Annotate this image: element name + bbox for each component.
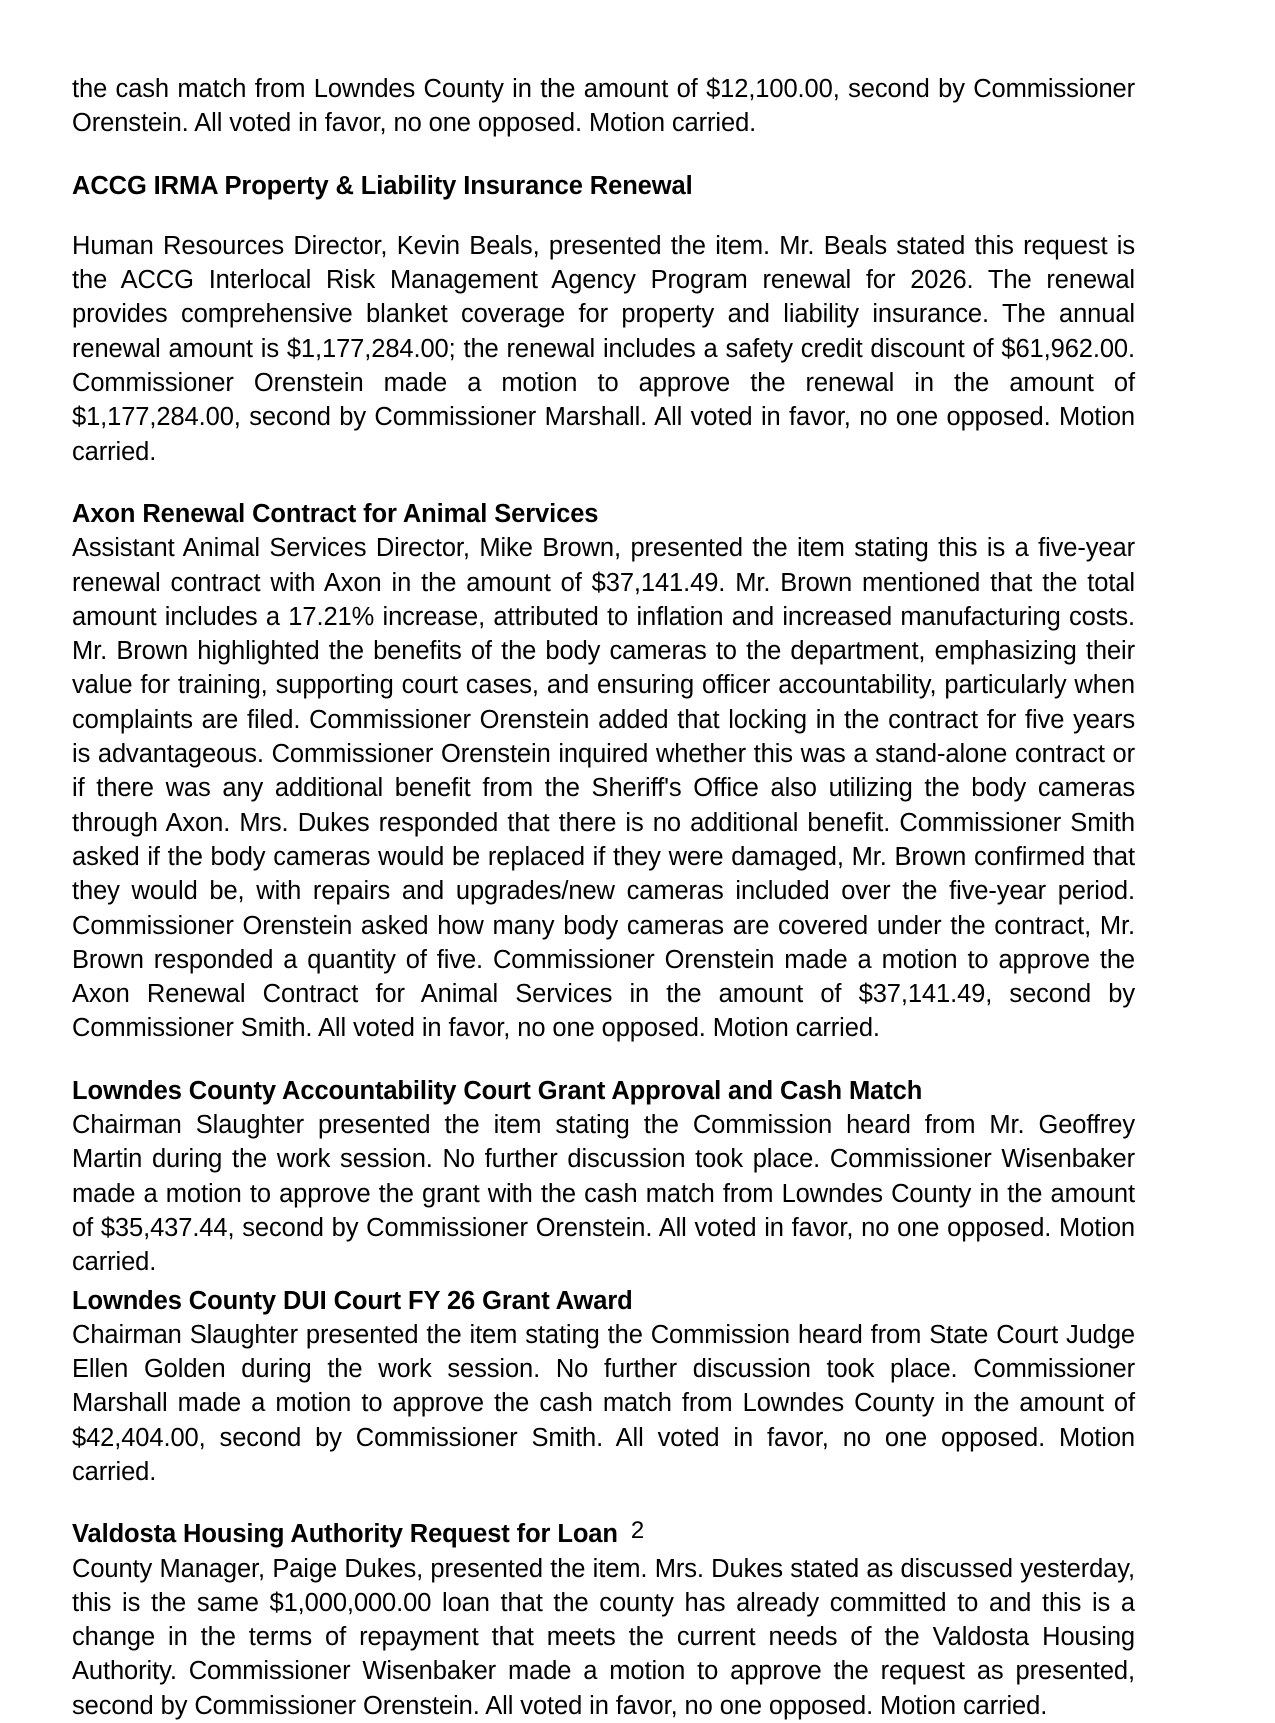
continued-paragraph-cash-match: the cash match from Lowndes County in the amount of $12,100.00, second by Commissioner Orenstein. All voted in favor, no one opposed. Motion carried.: [72, 75, 1135, 138]
page-number: 2: [630, 1517, 645, 1544]
paragraph-spacer: [72, 1489, 1135, 1517]
heading-accountability-court-grant: Lowndes County Accountability Court Grant Approval and Cash Match: [72, 1076, 923, 1105]
heading-accg-irma: ACCG IRMA Property & Liability Insurance Renewal: [72, 171, 693, 200]
paragraph-spacer: [72, 469, 1135, 497]
paragraph-spacer: [72, 141, 1135, 169]
document-body: [72, 72, 1135, 1723]
paragraph-accg-irma: Human Resources Director, Kevin Beals, presented the item. Mr. Beals stated this request is the ACCG Interlocal Risk Management Agency Program renewal for 2026. The renewal provides comprehensive blanket coverage for property and liability insurance. The annual renewal amount is $1,177,284.00; the renewal includes a safety credit discount of $61,962.00. Commissioner Orenstein made a motion to approve the renewal in the amount of $1,177,284.00, second by Commissioner Marshall. All voted in favor, no one opposed. Motion carried.: [72, 231, 1135, 466]
paragraph-axon-renewal: Assistant Animal Services Director, Mike Brown, presented the item stating this is a five-year renewal contract with Axon in the amount of $37,141.49. Mr. Brown mentioned that the total amount includes a 17.21% increase, attributed to inflation and increased manufacturing costs. Mr. Brown highlighted the benefits of the body cameras to the department, emphasizing their value for training, supporting court cases, and ensuring officer accountability, particularly when complaints are filed. Commissioner Orenstein added that locking in the contract for five years is advantageous. Commissioner Orenstein inquired whether this was a stand-alone contract or if there was any additional benefit from the Sheriff's Office also utilizing the body cameras through Axon. Mrs. Dukes responded that there is no additional benefit. Commissioner Smith asked if the body cameras would be replaced if they were damaged, Mr. Brown confirmed that they would be, with repairs and upgrades/new cameras included over the five-year period. Commissioner Orenstein asked how many body cameras are covered under the contract, Mr. Brown responded a quantity of five. Commissioner Orenstein made a motion to approve the Axon Renewal Contract for Animal Services in the amount of $37,141.49, second by Commissioner Smith. All voted in favor, no one opposed. Motion carried.: [72, 534, 1135, 1043]
paragraph-valdosta-housing-authority: County Manager, Paige Dukes, presented the item. Mrs. Dukes stated as discussed yesterday, this is the same $1,000,000.00 loan that the county has already committed to and this is a change in the terms of repayment that meets the current needs of the Valdosta Housing Authority. Commissioner Wisenbaker made a motion to approve the request as presented, second by Commissioner Orenstein. All voted in favor, no one opposed. Motion carried.: [72, 1554, 1135, 1720]
paragraph-accountability-court-grant: Chairman Slaughter presented the item stating the Commission heard from Mr. Geoffrey Martin during the work session. No further discussion took place. Commissioner Wisenbaker made a motion to approve the grant with the cash match from Lowndes County in the amount of $35,437.44, second by Commissioner Orenstein. All voted in favor, no one opposed. Motion carried.: [72, 1111, 1135, 1277]
paragraph-spacer: [72, 1046, 1135, 1074]
heading-valdosta-housing-authority: Valdosta Housing Authority Request for Loan: [72, 1520, 618, 1549]
heading-axon-renewal: Axon Renewal Contract for Animal Services: [72, 499, 599, 528]
heading-dui-court-grant: Lowndes County DUI Court FY 26 Grant Award: [72, 1286, 633, 1315]
paragraph-dui-court-grant: Chairman Slaughter presented the item stating the Commission heard from State Court Judge Ellen Golden during the work session. No further discussion took place. Commissioner Marshall made a motion to approve the cash match from Lowndes County in the amount of $42,404.00, second by Commissioner Smith. All voted in favor, no one opposed. Motion carried.: [72, 1320, 1135, 1486]
paragraph-spacer: [72, 203, 1135, 229]
